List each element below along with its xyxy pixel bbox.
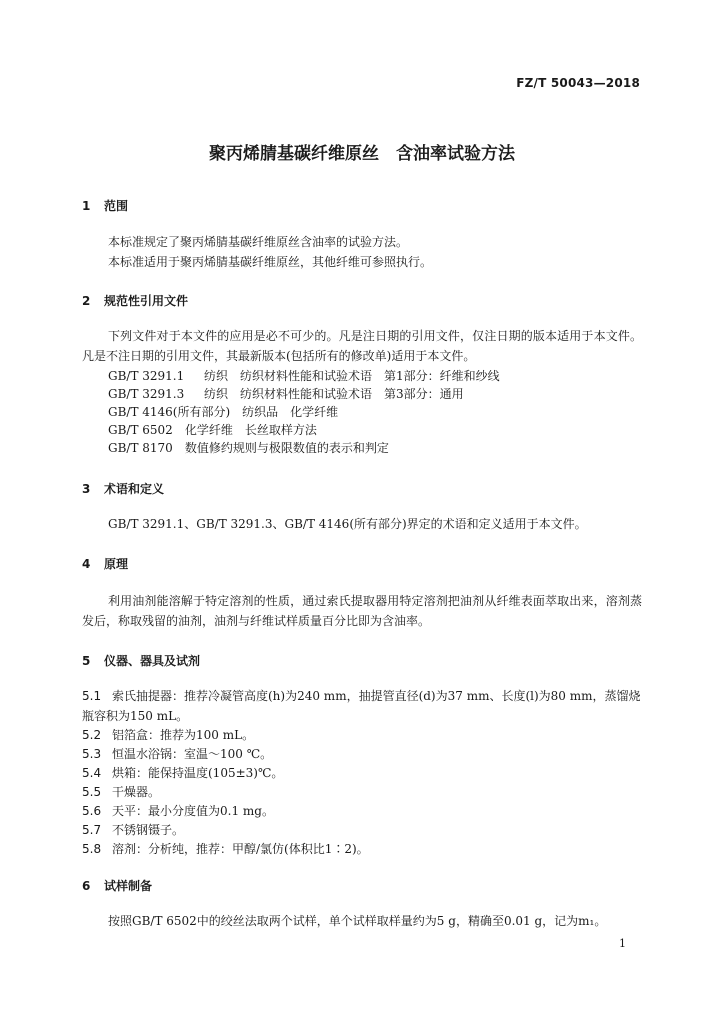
reference-code: GB/T 3291.3 [108,387,185,401]
item-number: 5.7 [82,823,102,837]
section-number: 4 [82,557,91,571]
section-number: 6 [82,879,91,893]
reference-code: GB/T 6502 [108,423,173,437]
item-text: 天平：最小分度值为0.1 mg。 [112,804,274,818]
instrument-item [82,801,642,821]
item-number: 5.8 [82,842,102,856]
reference-title: 化学纤维 长丝取样方法 [184,423,317,437]
section-title: 原理 [104,557,129,571]
reference-title: 纺织 纺织材料性能和试验术语 第1部分：纤维和纱线 [204,369,500,383]
instrument-item [82,725,642,745]
item-number: 5.5 [82,785,102,799]
section-4-text: 利用油剂能溶解于特定溶剂的性质，通过索氏提取器用特定溶剂把油剂从纤维表面萃取出来，溶剂蒸发后，称取残留的油剂，油剂与纤维试样质量百分比即为含油率。 [82,594,642,628]
section-5-heading [82,652,200,669]
section-3-text: GB/T 3291.1、GB/T 3291.3、GB/T 4146(所有部分)界定的术语和定义适用于本文件。 [108,517,587,531]
instrument-item [82,686,642,726]
section-title: 仪器、器具及试剂 [104,654,201,668]
section-2-heading [82,292,188,309]
item-text: 恒温水浴锅：室温～100 ℃。 [112,747,273,761]
document-title: 聚丙烯腈基碳纤维原丝 含油率试验方法 [209,144,515,164]
reference-item [108,440,389,456]
section-4-heading [82,555,128,572]
item-number: 5.4 [82,766,102,780]
reference-item [108,368,500,384]
reference-item [108,404,338,420]
reference-code: GB/T 3291.1 [108,369,185,383]
item-text: 不锈钢镊子。 [112,823,185,837]
item-text: 干燥器。 [112,785,161,799]
instrument-item [82,782,642,802]
reference-code: GB/T 4146(所有部分) [108,405,231,419]
item-text: 索氏抽提器：推荐冷凝管高度(h)为240 mm，抽提管直径(d)为37 mm、长度(l)为80 mm，蒸馏烧瓶容积为150 mL。 [82,689,641,723]
section-title: 试样制备 [104,879,153,893]
section-number: 3 [82,482,91,496]
section-title: 范围 [104,199,129,213]
section-3-heading [82,480,164,497]
section-number: 1 [82,199,91,213]
instrument-item [82,763,642,783]
reference-title: 纺织 纺织材料性能和试验术语 第3部分：通用 [204,387,464,401]
instrument-item [82,839,642,859]
section-title: 规范性引用文件 [104,294,189,308]
page-number: 1 [619,937,626,950]
item-text: 铝箔盒：推荐为100 mL。 [112,728,255,742]
section-number: 2 [82,294,91,308]
standard-code: FZ/T 50043—2018 [516,76,640,90]
section-6-heading [82,877,152,894]
section-number: 5 [82,654,91,668]
reference-item [108,386,464,402]
item-number: 5.1 [82,689,102,703]
item-number: 5.2 [82,728,102,742]
reference-title: 数值修约规则与极限数值的表示和判定 [184,441,389,455]
section-2-intro: 下列文件对于本文件的应用是必不可少的。凡是注日期的引用文件，仅注日期的版本适用于本文件。凡是不注日期的引用文件，其最新版本(包括所有的修改单)适用于本文件。 [82,329,642,363]
section-1-line-1: 本标准规定了聚丙烯腈基碳纤维原丝含油率的试验方法。 [108,235,409,249]
section-1-line-2: 本标准适用于聚丙烯腈基碳纤维原丝，其他纤维可参照执行。 [108,255,433,269]
section-6-text: 按照GB/T 6502中的绞丝法取两个试样，单个试样取样量约为5 g，精确至0.01 g，记为m₁。 [108,914,607,928]
instrument-item [82,820,642,840]
instrument-item [82,744,642,764]
reference-title: 纺织品 化学纤维 [242,405,339,419]
reference-item [108,422,317,438]
item-number: 5.6 [82,804,102,818]
item-text: 溶剂：分析纯，推荐：甲醇/氯仿(体积比1∶2)。 [112,842,369,856]
item-number: 5.3 [82,747,102,761]
section-title: 术语和定义 [104,482,165,496]
item-text: 烘箱：能保持温度(105±3)℃。 [112,766,284,780]
reference-code: GB/T 8170 [108,441,173,455]
section-1-heading [82,197,128,214]
